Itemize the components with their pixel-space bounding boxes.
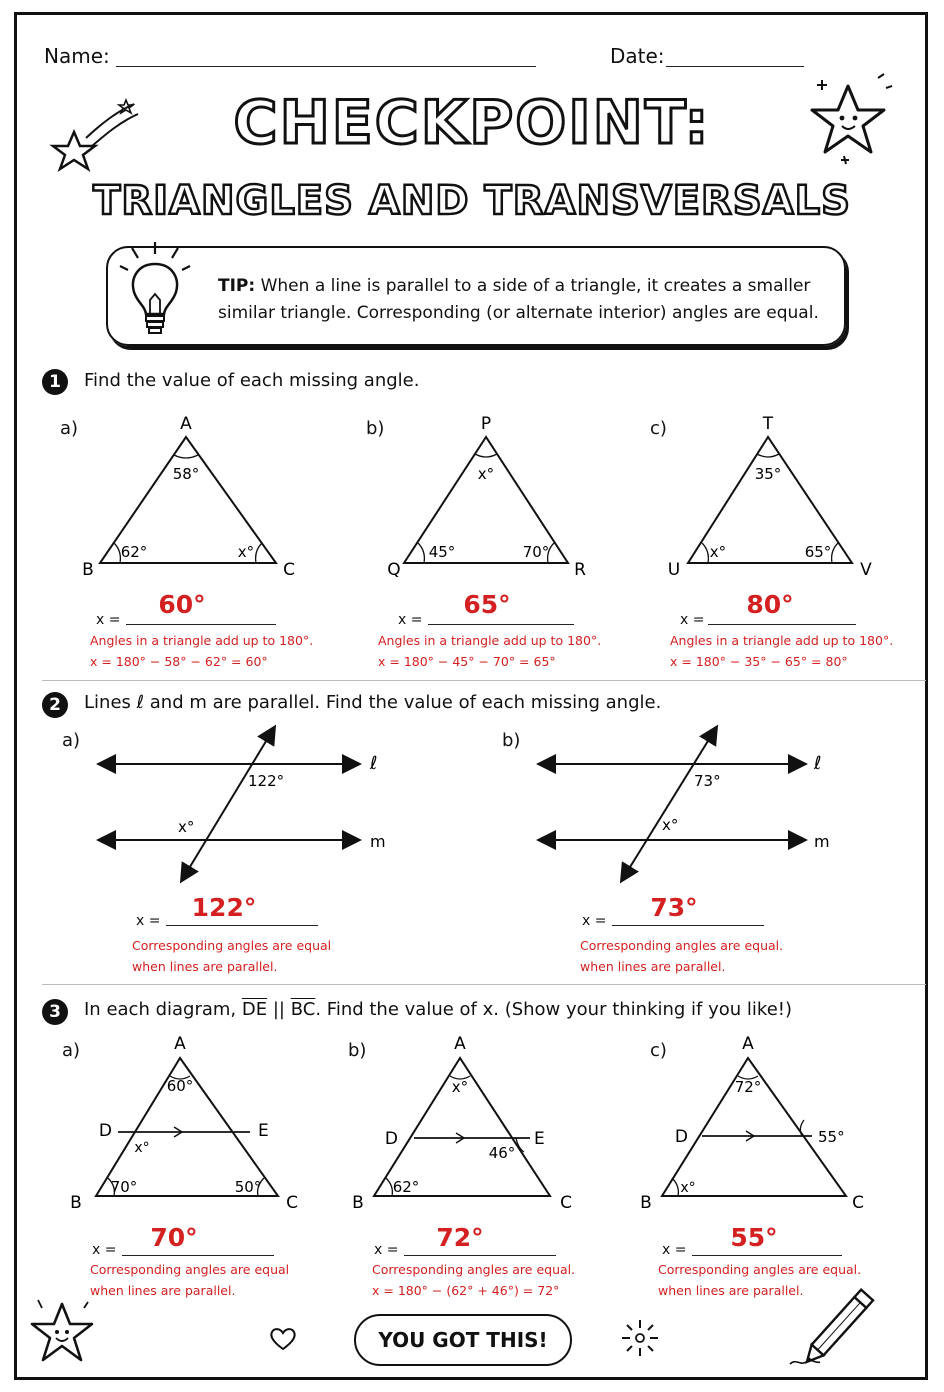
q3b-x-label: x = bbox=[374, 1242, 399, 1258]
q1c-answer-line[interactable] bbox=[708, 624, 856, 625]
q2b-part: b) bbox=[502, 730, 521, 751]
q2b-x-label: x = bbox=[582, 913, 607, 929]
q3b-angle-b: 62° bbox=[392, 1178, 420, 1196]
q1a-vertex-right: C bbox=[283, 560, 295, 580]
q1a-part: a) bbox=[60, 418, 79, 439]
question-1-number: 1 bbox=[42, 369, 68, 395]
q3a-vertex-a: A bbox=[174, 1034, 186, 1054]
q3b-note-2: x = 180° − (62° + 46°) = 72° bbox=[372, 1283, 560, 1298]
q3b-answer-line[interactable] bbox=[404, 1255, 556, 1256]
q3a-answer-line[interactable] bbox=[122, 1255, 274, 1256]
q1a-triangle bbox=[70, 405, 310, 585]
q1c-vertex-top: T bbox=[762, 414, 774, 434]
q2b-explanation bbox=[580, 935, 783, 977]
q1b-x-label: x = bbox=[398, 612, 423, 628]
q3b-vertex-d: D bbox=[384, 1129, 398, 1149]
q3a-angle-b: 70° bbox=[110, 1178, 138, 1196]
q2b-answer-line[interactable] bbox=[612, 925, 764, 926]
q1c-explanation bbox=[670, 630, 893, 672]
q3-segment-bc: $\overline{BC}$ bbox=[290, 999, 316, 1020]
name-field[interactable] bbox=[116, 66, 536, 67]
q1b-vertex-top: P bbox=[480, 414, 492, 434]
q3a-angle-x: x° bbox=[134, 1140, 150, 1156]
q1c-note-1: Angles in a triangle add up to 180°. bbox=[670, 633, 894, 648]
q2b-answer: 73° bbox=[650, 893, 698, 922]
question-2-number: 2 bbox=[42, 692, 68, 718]
tip-line-1: When a line is parallel to a side of a triangle, it creates a smaller bbox=[260, 276, 811, 296]
q1a-answer: 60° bbox=[158, 590, 206, 619]
q3c-angle-e: 55° bbox=[818, 1128, 845, 1146]
q1c-triangle bbox=[660, 405, 888, 585]
q1a-answer-line[interactable] bbox=[126, 624, 276, 625]
q3a-angle-c: 50° bbox=[234, 1178, 262, 1196]
q3b-angle-a: x° bbox=[451, 1078, 469, 1096]
q1c-x-label: x = bbox=[680, 612, 705, 628]
q1b-angle-top: x° bbox=[477, 465, 495, 483]
q1a-angle-left: 62° bbox=[120, 543, 148, 561]
q3-parallel-symbol: || bbox=[272, 999, 285, 1020]
q3-segment-de: $\overline{DE}$ bbox=[241, 999, 268, 1020]
q3c-note-2: when lines are parallel. bbox=[658, 1283, 804, 1298]
q3-prompt-post: . Find the value of x. (Show your thinking if you like!) bbox=[315, 999, 793, 1020]
q2b-line-l-label: ℓ bbox=[814, 753, 822, 774]
shooting-star-icon bbox=[46, 92, 146, 172]
q2b-diagram bbox=[530, 720, 840, 890]
q3a-vertex-b: B bbox=[70, 1193, 82, 1213]
q1a-angle-top: 58° bbox=[172, 465, 200, 483]
q2a-given-angle: 122° bbox=[248, 772, 285, 790]
page-title: CHECKPOINT: bbox=[233, 88, 711, 158]
q1c-vertex-left: U bbox=[667, 560, 681, 580]
q2a-note-2: when lines are parallel. bbox=[132, 959, 278, 974]
q3b-angle-e: 46° bbox=[488, 1144, 516, 1162]
q3b-explanation bbox=[372, 1259, 575, 1301]
q3a-angle-a: 60° bbox=[166, 1077, 194, 1095]
q1a-explanation bbox=[90, 630, 313, 672]
q1c-answer: 80° bbox=[746, 590, 794, 619]
q2a-note-1: Corresponding angles are equal bbox=[132, 938, 332, 953]
tip-label: TIP: bbox=[218, 276, 256, 296]
smiling-star-icon bbox=[800, 72, 900, 167]
q1b-answer: 65° bbox=[463, 590, 511, 619]
q3a-vertex-c: C bbox=[286, 1193, 298, 1213]
q1c-angle-left: x° bbox=[709, 543, 727, 561]
q3a-vertex-e: E bbox=[258, 1121, 269, 1141]
q1a-vertex-top: A bbox=[180, 414, 192, 434]
question-3-prompt bbox=[84, 999, 792, 1020]
date-field[interactable] bbox=[666, 66, 804, 67]
pencil-icon bbox=[786, 1274, 896, 1374]
q3b-vertex-e: E bbox=[534, 1129, 545, 1149]
tip-text bbox=[218, 273, 828, 327]
q3c-angle-a: 72° bbox=[734, 1078, 762, 1096]
q1b-vertex-right: R bbox=[574, 560, 586, 580]
tip-line-2: similar triangle. Corresponding (or alternate interior) angles are equal. bbox=[218, 303, 819, 323]
q2a-line-m-label: m bbox=[370, 832, 386, 851]
q1b-triangle bbox=[374, 405, 600, 585]
q1a-vertex-left: B bbox=[82, 560, 94, 580]
sparkle-icon bbox=[616, 1314, 664, 1362]
q3b-part: b) bbox=[348, 1040, 367, 1061]
q3b-vertex-b: B bbox=[352, 1193, 364, 1213]
question-1-prompt: Find the value of each missing angle. bbox=[84, 370, 420, 391]
q3b-vertex-a: A bbox=[454, 1034, 466, 1054]
q3c-vertex-d: D bbox=[674, 1127, 688, 1147]
q2b-line-m-label: m bbox=[814, 832, 830, 851]
encouragement-badge: YOU GOT THIS! bbox=[354, 1314, 572, 1366]
q1c-part: c) bbox=[650, 418, 667, 439]
q1b-angle-left: 45° bbox=[428, 543, 456, 561]
q2b-note-2: when lines are parallel. bbox=[580, 959, 726, 974]
q3c-triangle bbox=[632, 1028, 880, 1224]
heart-icon bbox=[268, 1326, 298, 1352]
q3c-note-1: Corresponding angles are equal. bbox=[658, 1262, 862, 1277]
q1c-note-2: x = 180° − 35° − 65° = 80° bbox=[670, 654, 848, 669]
lightbulb-icon bbox=[110, 228, 200, 338]
question-3-number: 3 bbox=[42, 999, 68, 1025]
date-label: Date: bbox=[610, 44, 665, 68]
page-subtitle: TRIANGLES AND TRANSVERSALS bbox=[93, 178, 851, 224]
name-label: Name: bbox=[44, 44, 110, 68]
q3b-triangle bbox=[346, 1028, 592, 1224]
q3a-x-label: x = bbox=[92, 1242, 117, 1258]
q2a-answer-line[interactable] bbox=[166, 925, 318, 926]
q3c-vertex-c: C bbox=[852, 1193, 864, 1213]
q2a-part: a) bbox=[62, 730, 81, 751]
q3c-answer: 55° bbox=[730, 1223, 778, 1252]
q2a-x-label: x = bbox=[136, 913, 161, 929]
q3-prompt-pre: In each diagram, bbox=[84, 999, 237, 1020]
q2b-x-angle: x° bbox=[662, 816, 679, 834]
q3c-answer-line[interactable] bbox=[692, 1255, 842, 1256]
q1b-part: b) bbox=[366, 418, 385, 439]
q3c-x-label: x = bbox=[662, 1242, 687, 1258]
q2a-diagram bbox=[90, 720, 400, 890]
q1a-x-label: x = bbox=[96, 612, 121, 628]
q3b-vertex-c: C bbox=[560, 1193, 572, 1213]
q2b-given-angle: 73° bbox=[694, 772, 721, 790]
q3c-part: c) bbox=[650, 1040, 667, 1061]
q1b-note-1: Angles in a triangle add up to 180°. bbox=[378, 633, 602, 648]
q1c-vertex-right: V bbox=[860, 560, 872, 580]
q1a-note-1: Angles in a triangle add up to 180°. bbox=[90, 633, 314, 648]
q1b-note-2: x = 180° − 45° − 70° = 65° bbox=[378, 654, 556, 669]
q3b-answer: 72° bbox=[436, 1223, 484, 1252]
q3c-vertex-b: B bbox=[640, 1193, 652, 1213]
q3a-note-2: when lines are parallel. bbox=[90, 1283, 236, 1298]
q1c-angle-top: 35° bbox=[754, 465, 782, 483]
q3a-answer: 70° bbox=[150, 1223, 198, 1252]
q1b-vertex-left: Q bbox=[387, 560, 401, 580]
q1a-note-2: x = 180° − 58° − 62° = 60° bbox=[90, 654, 268, 669]
q2a-explanation bbox=[132, 935, 331, 977]
q3a-note-1: Corresponding angles are equal bbox=[90, 1262, 290, 1277]
q1a-angle-right: x° bbox=[237, 543, 255, 561]
q2a-x-angle: x° bbox=[178, 818, 195, 836]
q3a-vertex-d: D bbox=[98, 1121, 112, 1141]
q1b-explanation bbox=[378, 630, 601, 672]
q3c-vertex-a: A bbox=[742, 1034, 754, 1054]
q3a-explanation bbox=[90, 1259, 289, 1301]
smiling-star-icon bbox=[24, 1294, 104, 1374]
q1c-angle-right: 65° bbox=[804, 543, 832, 561]
q3b-note-1: Corresponding angles are equal. bbox=[372, 1262, 576, 1277]
q3a-triangle bbox=[64, 1028, 310, 1224]
q1b-answer-line[interactable] bbox=[428, 624, 574, 625]
q1b-angle-right: 70° bbox=[522, 543, 550, 561]
q3c-angle-x: x° bbox=[680, 1180, 696, 1196]
section-divider bbox=[42, 680, 926, 681]
q2a-line-l-label: ℓ bbox=[370, 753, 378, 774]
q2b-note-1: Corresponding angles are equal. bbox=[580, 938, 784, 953]
section-divider bbox=[42, 984, 926, 985]
question-2-prompt: Lines ℓ and m are parallel. Find the value of each missing angle. bbox=[84, 692, 662, 713]
q3a-part: a) bbox=[62, 1040, 81, 1061]
q2a-answer: 122° bbox=[191, 893, 257, 922]
